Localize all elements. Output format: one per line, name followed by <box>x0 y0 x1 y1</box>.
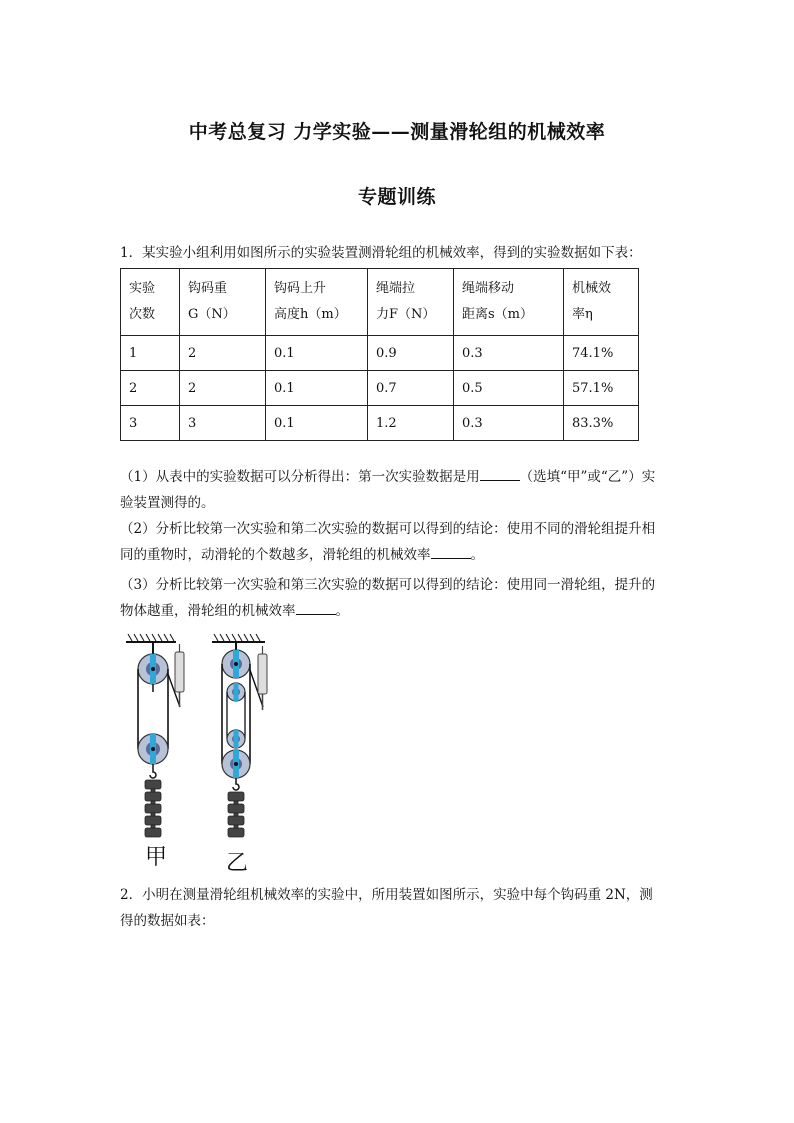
header-cell: 机械效 率η <box>564 269 639 336</box>
table-cell: 0.3 <box>454 406 564 441</box>
header-cell: 绳端拉 力F（N） <box>368 269 454 336</box>
table-cell: 57.1% <box>564 371 639 406</box>
table-cell: 2 <box>180 371 266 406</box>
table-cell: 0.1 <box>266 336 368 371</box>
table-cell: 1 <box>121 336 180 371</box>
label-yi: 乙 <box>226 851 249 876</box>
page-title: 中考总复习 力学实验——测量滑轮组的机械效率 <box>188 121 606 143</box>
hook-weights <box>228 792 244 837</box>
question-1-stem: 1．某实验小组利用如图所示的实验装置测滑轮组的机械效率，得到的实验数据如下表： <box>120 245 642 261</box>
sub-question-3: （3）分析比较第一次实验和第三次实验的数据可以得到的结论：使用同一滑轮组，提升的 物体越重，滑轮组的机械效率 。 <box>120 577 656 619</box>
table-cell: 2 <box>180 336 266 371</box>
header-cell: 实验 次数 <box>121 269 180 336</box>
table-cell: 83.3% <box>564 406 639 441</box>
header-cell: 绳端移动 距离s（m） <box>454 269 564 336</box>
table-cell: 1.2 <box>368 406 454 441</box>
sub-question-2: （2）分析比较第一次实验和第二次实验的数据可以得到的结论：使用不同的滑轮组提升相 同的重物时，动滑轮的个数越多，滑轮组的机械效率 。 <box>120 521 656 563</box>
table-cell: 74.1% <box>564 336 639 371</box>
label-jia: 甲 <box>145 845 168 870</box>
experiment-data-table <box>120 268 639 441</box>
spring-scale <box>258 646 267 710</box>
pulley-figure <box>120 632 280 877</box>
table-cell: 0.7 <box>368 371 454 406</box>
pulley-setup-yi <box>212 634 267 876</box>
header-cell: 钩码上升 高度h（m） <box>266 269 368 336</box>
table-row <box>121 406 639 441</box>
answer-blank[interactable] <box>431 544 471 559</box>
table-cell: 2 <box>121 371 180 406</box>
table-cell: 0.1 <box>266 406 368 441</box>
table-cell: 0.1 <box>266 371 368 406</box>
table-cell: 3 <box>121 406 180 441</box>
page-subtitle: 专题训练 <box>357 186 436 208</box>
hook-weights <box>145 780 161 837</box>
table-cell: 3 <box>180 406 266 441</box>
sub-question-1: （1）从表中的实验数据可以分析得出：第一次实验数据是用 （选填“甲”或“乙”）实 验装置测得的。 <box>120 464 680 516</box>
question-2-stem: 2．小明在测量滑轮组机械效率的实验中，所用装置如图所示，实验中每个钩码重 2N，测 得的数据如表： <box>120 887 653 929</box>
table-header-row <box>121 269 639 336</box>
table-cell: 0.5 <box>454 371 564 406</box>
answer-blank[interactable] <box>296 600 336 615</box>
pulley-setup-jia <box>126 634 184 870</box>
table-cell: 0.3 <box>454 336 564 371</box>
table-row <box>121 371 639 406</box>
answer-blank[interactable] <box>480 466 520 481</box>
table-row <box>121 336 639 371</box>
table-cell: 0.9 <box>368 336 454 371</box>
header-cell: 钩码重 G（N） <box>180 269 266 336</box>
